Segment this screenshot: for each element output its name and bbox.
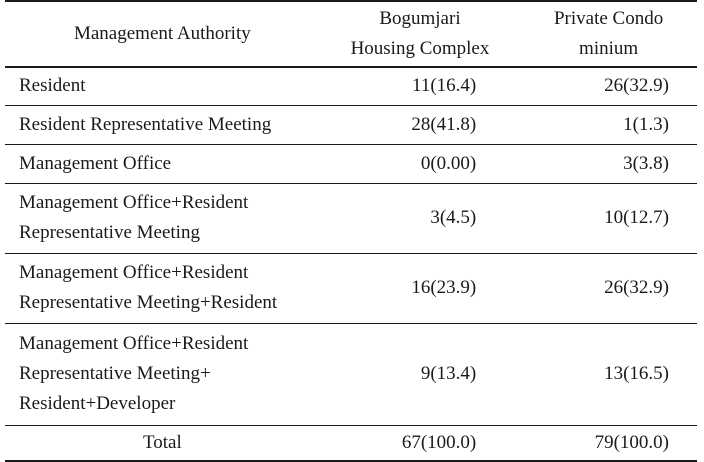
table-row [5, 67, 697, 105]
table-row [5, 144, 697, 183]
row-private-value: 3(3.8) [520, 144, 697, 183]
total-private-value: 79(100.0) [520, 425, 697, 461]
row-label-line: Resident+Developer [19, 393, 176, 414]
row-bogumjari-value: 11(16.4) [320, 67, 521, 105]
row-bogumjari-value: 0(0.00) [320, 144, 521, 183]
table-row [5, 323, 697, 425]
header-bogumjari [320, 1, 521, 67]
table-row [5, 253, 697, 323]
row-label-line: Resident [19, 75, 86, 97]
management-authority-table-container [5, 0, 697, 462]
total-label: Total [5, 425, 320, 461]
header-bogumjari-line1: Bogumjari [379, 8, 461, 29]
row-private-value: 1(1.3) [520, 105, 697, 144]
table-total-row [5, 425, 697, 461]
row-bogumjari-value: 28(41.8) [320, 105, 521, 144]
table-row [5, 105, 697, 144]
row-bogumjari-value: 3(4.5) [320, 183, 521, 253]
header-private-line1: Private Condo [553, 8, 664, 29]
row-private-value: 26(32.9) [520, 253, 697, 323]
row-label-line: Representative Meeting+Resident [19, 292, 278, 313]
row-label [5, 253, 320, 323]
table-header-row [5, 1, 697, 67]
row-private-value: 10(12.7) [520, 183, 697, 253]
row-label [5, 105, 320, 144]
row-private-value: 26(32.9) [520, 67, 697, 105]
row-bogumjari-value: 9(13.4) [320, 323, 521, 425]
row-label-line: Management Office+Resident [19, 192, 249, 213]
row-label-line: Representative Meeting [19, 222, 200, 243]
header-private-line2: minium [579, 38, 639, 59]
row-label-line: Management Office+Resident [19, 262, 249, 283]
table-row [5, 183, 697, 253]
row-label [5, 144, 320, 183]
management-authority-table [5, 0, 697, 462]
row-label [5, 323, 320, 425]
row-label [5, 183, 320, 253]
row-label-line: Management Office+Resident [19, 333, 249, 354]
header-private-condominium [520, 1, 697, 67]
row-label-line: Management Office [19, 152, 172, 174]
row-label-line: Representative Meeting+ [19, 363, 211, 384]
header-management-authority: Management Authority [5, 1, 320, 67]
row-label [5, 67, 320, 105]
total-bogumjari-value: 67(100.0) [320, 425, 521, 461]
row-label-line: Resident Representative Meeting [19, 113, 272, 135]
row-private-value: 13(16.5) [520, 323, 697, 425]
header-bogumjari-line2: Housing Complex [350, 38, 490, 59]
row-bogumjari-value: 16(23.9) [320, 253, 521, 323]
